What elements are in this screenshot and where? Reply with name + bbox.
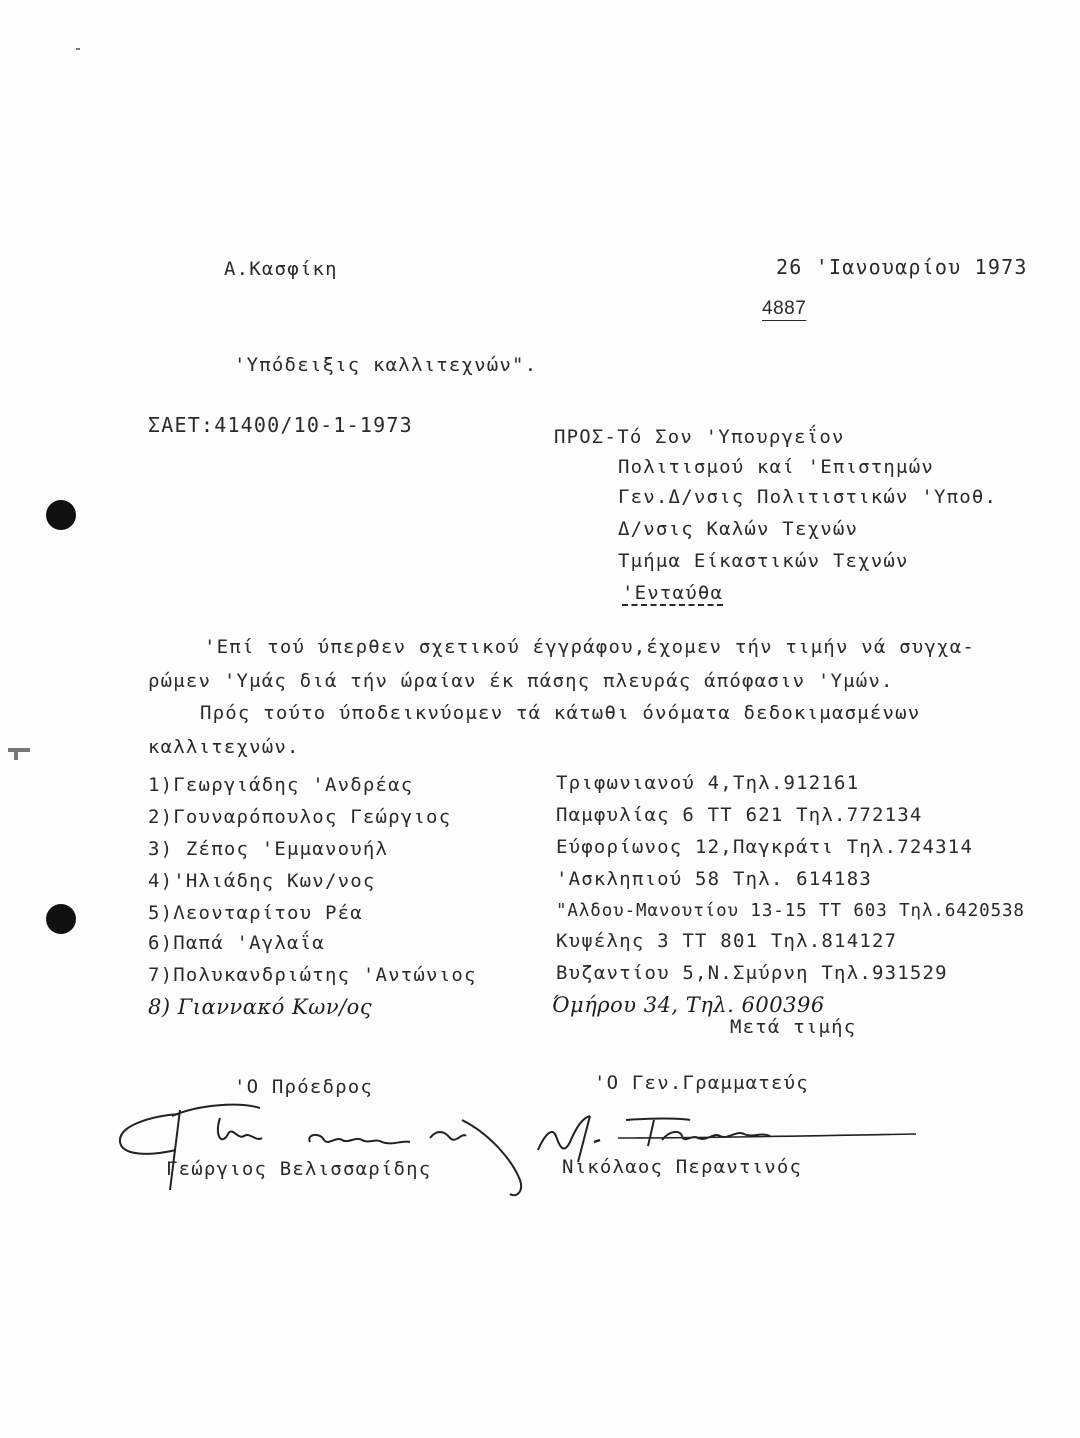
artist-name: 4)'Ηλιάδης Κων/νος bbox=[148, 870, 376, 892]
artist-name: 2)Γουναρόπουλος Γεώργιος bbox=[148, 806, 452, 828]
scan-mark bbox=[8, 748, 30, 752]
closing-salutation: Μετά τιμής bbox=[730, 1016, 857, 1038]
left-signatory-name: Γεώργιος Βελισσαρίδης bbox=[166, 1158, 432, 1180]
left-signatory-title: 'Ο Πρόεδρος bbox=[234, 1076, 374, 1098]
body-paragraph-line: ρώμεν 'Υμάς διά τήν ώραίαν έκ πάσης πλευράς άπόφασιν 'Υμών. bbox=[148, 670, 894, 692]
artist-address: Βυζαντίου 5,Ν.Σμύρνη Τηλ.931529 bbox=[556, 962, 948, 984]
punch-hole-top bbox=[46, 500, 76, 530]
artist-address-handwritten: Όμήρου 34, Τηλ. 600396 bbox=[552, 993, 825, 1017]
artist-address: 'Ασκληπιού 58 Τηλ. 614183 bbox=[556, 868, 872, 890]
recipient-line: Τμήμα Είκαστικών Τεχνών bbox=[618, 550, 909, 572]
protocol-number: 4887 bbox=[762, 298, 807, 319]
right-signatory-title: 'Ο Γεν.Γραμματεύς bbox=[594, 1072, 809, 1094]
punch-hole-bottom bbox=[46, 904, 76, 934]
artist-name: 5)Λεονταρίτου Ρέα bbox=[148, 902, 363, 924]
body-paragraph-line: 'Επί τού ύπερθεν σχετικού έγγράφου,έχομεν τήν τιμήν νά συγχα- bbox=[204, 636, 975, 658]
recipient-line: Γεν.Δ/νσις Πολιτιστικών 'Υποθ. bbox=[618, 486, 998, 508]
artist-address: Εύφορίωνος 12,Παγκράτι Τηλ.724314 bbox=[556, 836, 974, 858]
right-signature bbox=[530, 1106, 930, 1166]
recipient-line: ΠΡΟΣ-Τό Σον 'Υπουργεΐον bbox=[554, 426, 845, 448]
recipient-line: 'Ενταύθα bbox=[622, 582, 724, 604]
letter-date: 26 'Ιανουαρίου 1973 bbox=[776, 255, 1028, 279]
artist-name: 6)Παπά 'Αγλαΐα bbox=[148, 932, 325, 954]
left-signature bbox=[110, 1080, 550, 1200]
artist-name-handwritten: 8) Γιαννακό Κων/ος bbox=[148, 995, 373, 1019]
artist-address: "Αλδου-Μανουτίου 13-15 ΤΤ 603 Τηλ.6420538 bbox=[556, 901, 1025, 921]
artist-address: Παμφυλίας 6 ΤΤ 621 Τηλ.772134 bbox=[556, 804, 923, 826]
artist-name: 7)Πολυκανδριώτης 'Αντώνιος bbox=[148, 964, 477, 986]
scan-mark bbox=[14, 748, 18, 760]
sender-reference: Α.Κασφίκη bbox=[224, 258, 338, 280]
right-signatory-name: Νικόλαος Περαντινός bbox=[562, 1156, 803, 1178]
body-paragraph-line: καλλιτεχνών. bbox=[148, 736, 300, 758]
recipient-line: Πολιτισμού καί 'Επιστημών bbox=[618, 456, 934, 478]
artist-name: 3) Ζέπος 'Εμμανουήλ bbox=[148, 838, 389, 860]
artist-address: Τριφωνιανού 4,Τηλ.912161 bbox=[556, 772, 860, 794]
recipient-line: Δ/νσις Καλών Τεχνών bbox=[618, 518, 859, 540]
subject-line: 'Υπόδειξις καλλιτεχνών". bbox=[234, 354, 538, 376]
reference-code: ΣΑΕΤ:41400/10-1-1973 bbox=[148, 413, 413, 437]
artist-address: Κυψέλης 3 ΤΤ 801 Τηλ.814127 bbox=[556, 930, 898, 952]
scan-speck bbox=[76, 48, 80, 50]
body-paragraph-line: Πρός τούτο ύποδεικνύομεν τά κάτωθι όνόματα δεδοκιμασμένων bbox=[200, 702, 921, 724]
artist-name: 1)Γεωργιάδης 'Ανδρέας bbox=[148, 774, 414, 796]
